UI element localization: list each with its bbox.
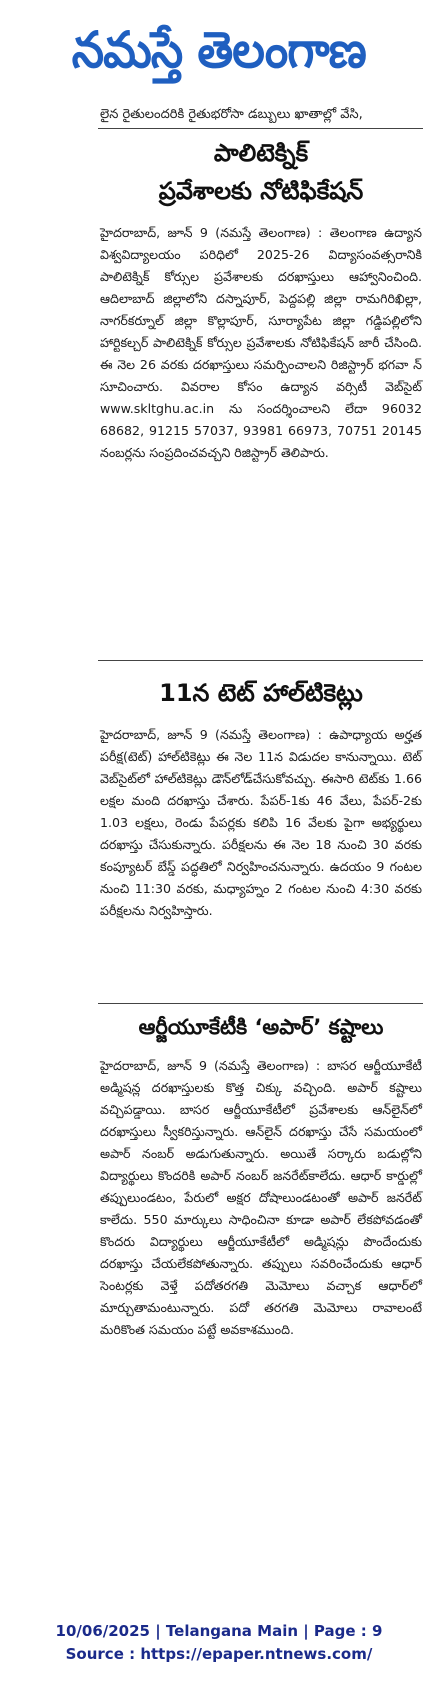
article-1-headline-line2: ప్రవేశాలకు నోటిఫికేషన్ xyxy=(158,177,364,205)
divider xyxy=(98,660,423,661)
article-1-headline-line1: పాలిటెక్నిక్ xyxy=(213,139,309,167)
footer-source: Source : https://epaper.ntnews.com/ xyxy=(65,1645,373,1663)
article-3-body: హైదరాబాద్, జూన్ 9 (నమస్తే తెలంగాణ) : బాసర ఆర్జీయూకేటీ అడ్మిషన్ల దరఖాస్తులకు కొత్త చిక్కు వచ్చింది. అపార్ కష్టాలు వచ్చిపడ్డాయి. బాసర ఆర్జీయూకేటీలో ప్రవేశాలకు ఆన్‌లైన్‌లో దరఖాస్తులు స్వీకరిస్తున్నారు. ఆన్‌లైన్ దరఖాస్తు చేసే సమయంలో అపార్ నంబర్ అడుగుతున్నారు. అయితే సర్కారు బడుల్లోని విద్యార్థులు కొందరికి అపార్ నంబర్ జనరేట్‌కాలేదు. ఆధార్ కార్డుల్లో తప్పులుండటం, పేరులో అక్షర దోషాలుండటంతో అపార్ జనరేట్ కాలేదు. 550 మార్కులు సాధించినా కూడా అపార్ లేకపోవడంతో కొందరు విద్యార్థులు ఆర్జీయూకేటీలో అడ్మిషన్లు పొందేందుకు దరఖాస్తు చేయలేకపోతున్నారు. తప్పులు సవరించేందుకు ఆధార్ సెంటర్లకు వెళ్తే పదోతరగతి మెమోలు వచ్చాక ఆధార్‌లో మార్చుతామంటున్నారు. పదో తరగతి మెమోలు రావాలంటే మరికొంత సమయం పట్టే అవకాశముంది. xyxy=(100,1058,422,1337)
divider xyxy=(98,1003,423,1004)
footer-date-edition: 10/06/2025 | Telangana Main | Page : 9 xyxy=(55,1622,383,1640)
article-1-body: హైదరాబాద్, జూన్ 9 (నమస్తే తెలంగాణ) : తెలంగాణ ఉద్యాన విశ్వవిద్యాలయం పరిధిలో 2025-26 విద్యాసంవత్సరానికి పాలిటెక్నిక్ కోర్సుల ప్రవేశాలకు దరఖాస్తులు ఆహ్వానించింది. ఆదిలాబాద్ జిల్లాలోని దస్నాపూర్, పెద్దపల్లి జిల్లా రామగిరిఖిల్లా, నాగర్‌కర్నూల్ జిల్లా కొల్లాపూర్, సూర్యాపేట జిల్లా గడ్డిపల్లిలోని హార్టికల్చర్ పాలిటెక్నిక్ కోర్సుల ప్రవేశాలకు నోటిఫికేషన్ జారీ చేసింది. ఈ నెల 26 వరకు దరఖాస్తులు సమర్పించాలని రిజిస్ట్రార్ భగవా న్ సూచించారు. వివరాల కోసం ఉద్యాన వర్సిటీ వెబ్‌సైట్ www.skltghu.ac.in ను సందర్శించాలని లేదా 96032 68682, 91215 57037, 93981 66973, 70751 20145 నంబర్లను సంప్రదించవచ్చని రిజిస్ట్రార్ తెలిపారు. xyxy=(100,225,422,460)
article-2-headline: 11న టెట్ హాల్‌టికెట్లు xyxy=(159,679,363,707)
previous-article-fragment: లైన రైతులందరికి రైతుభరోసా డబ్బులు ఖాతాల్లో వేసి, xyxy=(100,107,363,122)
masthead-logo xyxy=(14,8,424,92)
masthead-logo-text: నమస్తే తెలంగాణ xyxy=(72,21,366,79)
article-2-body: హైదరాబాద్, జూన్ 9 (నమస్తే తెలంగాణ) : ఉపాధ్యాయ అర్హత పరీక్ష(టెట్) హాల్‌టికెట్లు ఈ నెల 11న విడుదల కానున్నాయి. టెట్ వెబ్‌సైట్‌లో హాల్‌టికెట్లు డౌన్‌లోడ్‌చేసుకోవచ్చు. ఈసారి టెట్‌కు 1.66 లక్షల మంది దరఖాస్తు చేశారు. పేపర్-1కు 46 వేలు, పేపర్-2కు 1.03 లక్షలు, రెండు పేపర్లకు కలిపి 16 వేలకు పైగా అభ్యర్థులు దరఖాస్తు చేసుకున్నారు. పరీక్షలను ఈ నెల 18 నుంచి 30 వరకు కంప్యూటర్ బేస్డ్ పద్ధతిలో నిర్వహించనున్నారు. ఉదయం 9 గంటల నుంచి 11:30 వరకు, మధ్యాహ్నం 2 గంటల నుంచి 4:30 వరకు పరీక్షలను నిర్వహిస్తారు. xyxy=(100,727,422,918)
divider xyxy=(98,128,423,129)
article-3-headline: ఆర్జీయూకేటీకి ‘అపార్’ కష్టాలు xyxy=(138,1015,384,1039)
